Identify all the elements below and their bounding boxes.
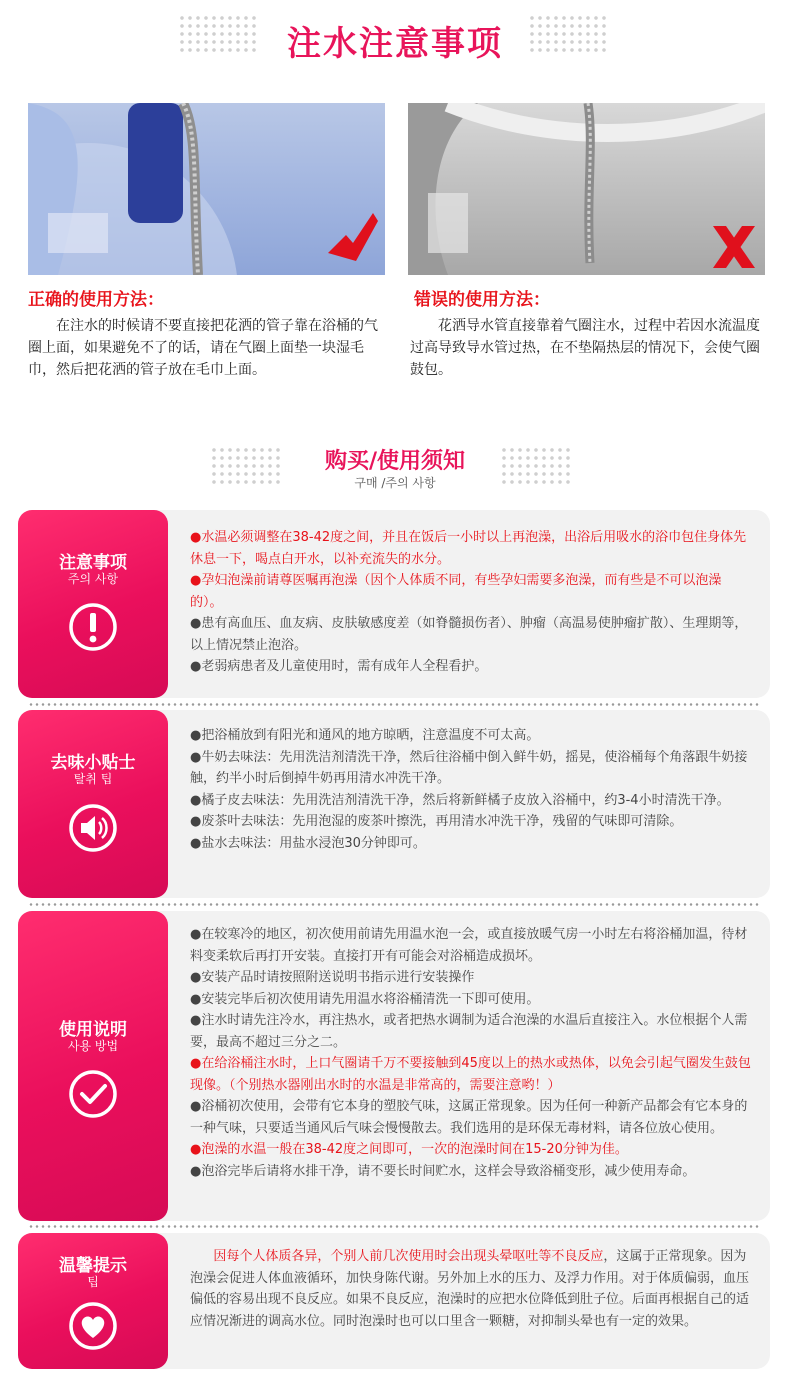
deodorize-badge: [18, 710, 168, 898]
list-item: ●在给浴桶注水时，上口气圈请千万不要接触到45度以上的热水或热体，以免会引起气圈发生鼓包现像。（个别热水器刚出水时的水温是非常高的，需要注意哟！）: [190, 1056, 751, 1093]
section-header-purchase-notes: [0, 440, 790, 490]
tips-card: [18, 1233, 770, 1369]
list-item: ●在较寒冷的地区，初次使用前请先用温水泡一会，或直接放暖气房一小时左右将浴桶加温，待材料变柔软后再打开安装。直接打开有可能会对浴桶造成损坏。: [190, 927, 748, 964]
list-item: ●老弱病患者及儿童使用时，需有成年人全程看护。: [190, 659, 488, 674]
correct-method-photo: [28, 103, 385, 275]
notice-card: [18, 510, 770, 698]
tips-highlight: 因每个人体质各异，个别人前几次使用时会出现头晕呕吐等不良反应: [213, 1249, 604, 1264]
wrong-method-text: 花洒导水管直接靠着气圈注水，过程中若因水流温度过高导致导水管过热，在不垫隔热层的情况下，会使气圈鼓包。: [410, 318, 760, 378]
list-item: ●孕妇泡澡前请尊医嘱再泡澡（因个人体质不同，有些孕妇需要多泡澡，而有些是不可以泡澡的）。: [190, 573, 722, 610]
notice-badge: [18, 510, 168, 698]
card-subtitle: 팁: [87, 1275, 99, 1289]
tips-paragraph: 因每个人体质各异，个别人前几次使用时会出现头晕呕吐等不良反应，这属于正常现象。因为泡澡会促进人体血液循环，加快身陈代谢。另外加上水的压力、及浮力作用。对于体质偏弱，血压偏低的容易出现不良反应。如果不良反应，泡澡时的应把水位降低到肚子位。后面再根据自己的适应情况渐进的调高水位。同时泡澡时也可以口里含一颗糖，对抑制头晕也有一定的效果。: [190, 1249, 750, 1329]
list-item: ●把浴桶放到有阳光和通风的地方晾晒，注意温度不可太高。: [190, 728, 540, 743]
notice-body: [190, 527, 752, 678]
list-item: ●盐水去味法：用盐水浸泡30分钟即可。: [190, 835, 426, 851]
list-item: ●橘子皮去味法：先用洗洁剂清洗干净，然后将新鲜橘子皮放入浴桶中，约3-4小时清洗干净。: [190, 792, 730, 808]
divider: [28, 1225, 760, 1228]
deodorize-card: [18, 710, 770, 898]
card-title: 温馨提示: [59, 1256, 127, 1276]
list-item: ●泡澡的水温一般在38-42度之间即可，一次的泡澡时间在15-20分钟为佳。: [190, 1142, 628, 1157]
card-subtitle: 탈취 팁: [73, 772, 113, 786]
correct-method-text: 在注水的时候请不要直接把花洒的管子靠在浴桶的气圈上面，如果避免不了的话，请在气圈上面垫一块湿毛巾，然后把花洒的管子放在毛巾上面。: [28, 318, 378, 378]
tips-badge: [18, 1233, 168, 1369]
list-item: ●水温必须调整在38-42度之间，并且在饭后一小时以上再泡澡，出浴后用吸水的浴巾包住身体先休息一下，喝点白开水，以补充流失的水分。: [190, 530, 747, 567]
divider: [28, 703, 760, 706]
list-item: ●牛奶去味法：先用洗洁剂清洗干净，然后往浴桶中倒入鲜牛奶，摇晃，使浴桶每个角落跟牛奶接触，约半小时后倒掉牛奶再用清水冲洗干净。: [190, 749, 748, 786]
cross-icon: [713, 226, 755, 268]
page-title: 注水注意事项: [287, 24, 503, 64]
instructions-body: [190, 924, 752, 1182]
tips-body: [190, 1246, 752, 1332]
list-item: ●患有高血压、血友病、皮肤敏感度差（如脊髓损伤者）、肿瘤（高温易使肿瘤扩散）、生理期等，以上情况禁止泡浴。: [190, 616, 748, 653]
section-subtitle: 구매 /주의 사항: [354, 476, 436, 490]
card-title: 使用说明: [59, 1020, 127, 1040]
card-subtitle: 사용 방법: [67, 1039, 119, 1053]
instructions-card: [18, 911, 770, 1221]
divider: [28, 903, 760, 906]
heart-icon: [68, 1301, 118, 1351]
list-item: ●安装产品时请按照附送说明书指示进行安装操作: [190, 970, 475, 985]
section-header-water-filling: [0, 8, 790, 64]
list-item: ●安装完毕后初次使用请先用温水将浴桶清洗一下即可使用。: [190, 991, 540, 1007]
list-item: ●废茶叶去味法：先用泡湿的废茶叶擦洗，再用清水冲洗干净，残留的气味即可清除。: [190, 814, 683, 829]
correct-method-caption: 正确的使用方法：: [28, 290, 164, 310]
list-item: ●注水时请先注冷水，再注热水，或者把热水调制为适合泡澡的水温后直接注入。水位根据个人需要，最高不超过三分之二。: [190, 1013, 748, 1050]
section-title: 购买/使用须知: [324, 449, 466, 474]
card-subtitle: 주의 사항: [67, 572, 119, 586]
check-icon: [328, 213, 378, 261]
speaker-icon: [68, 803, 118, 853]
checkmark-circle-icon: [68, 1069, 118, 1119]
deodorize-body: [190, 725, 752, 854]
list-item: ●浴桶初次使用，会带有它本身的塑胶气味，这属正常现象。因为任何一种新产品都会有它本身的一种气味，只要适当通风后气味会慢慢散去。我们选用的是环保无毒材料，请各位放心使用。: [190, 1099, 748, 1136]
instructions-badge: [18, 911, 168, 1221]
list-item: ●泡浴完毕后请将水排干净，请不要长时间贮水，这样会导致浴桶变形，减少使用寿命。: [190, 1163, 696, 1179]
exclamation-icon: [68, 602, 118, 652]
card-title: 去味小贴士: [50, 753, 136, 773]
card-title: 注意事项: [59, 553, 127, 573]
wrong-method-caption: 错误的使用方法：: [414, 290, 550, 310]
wrong-method-photo: [408, 103, 765, 275]
